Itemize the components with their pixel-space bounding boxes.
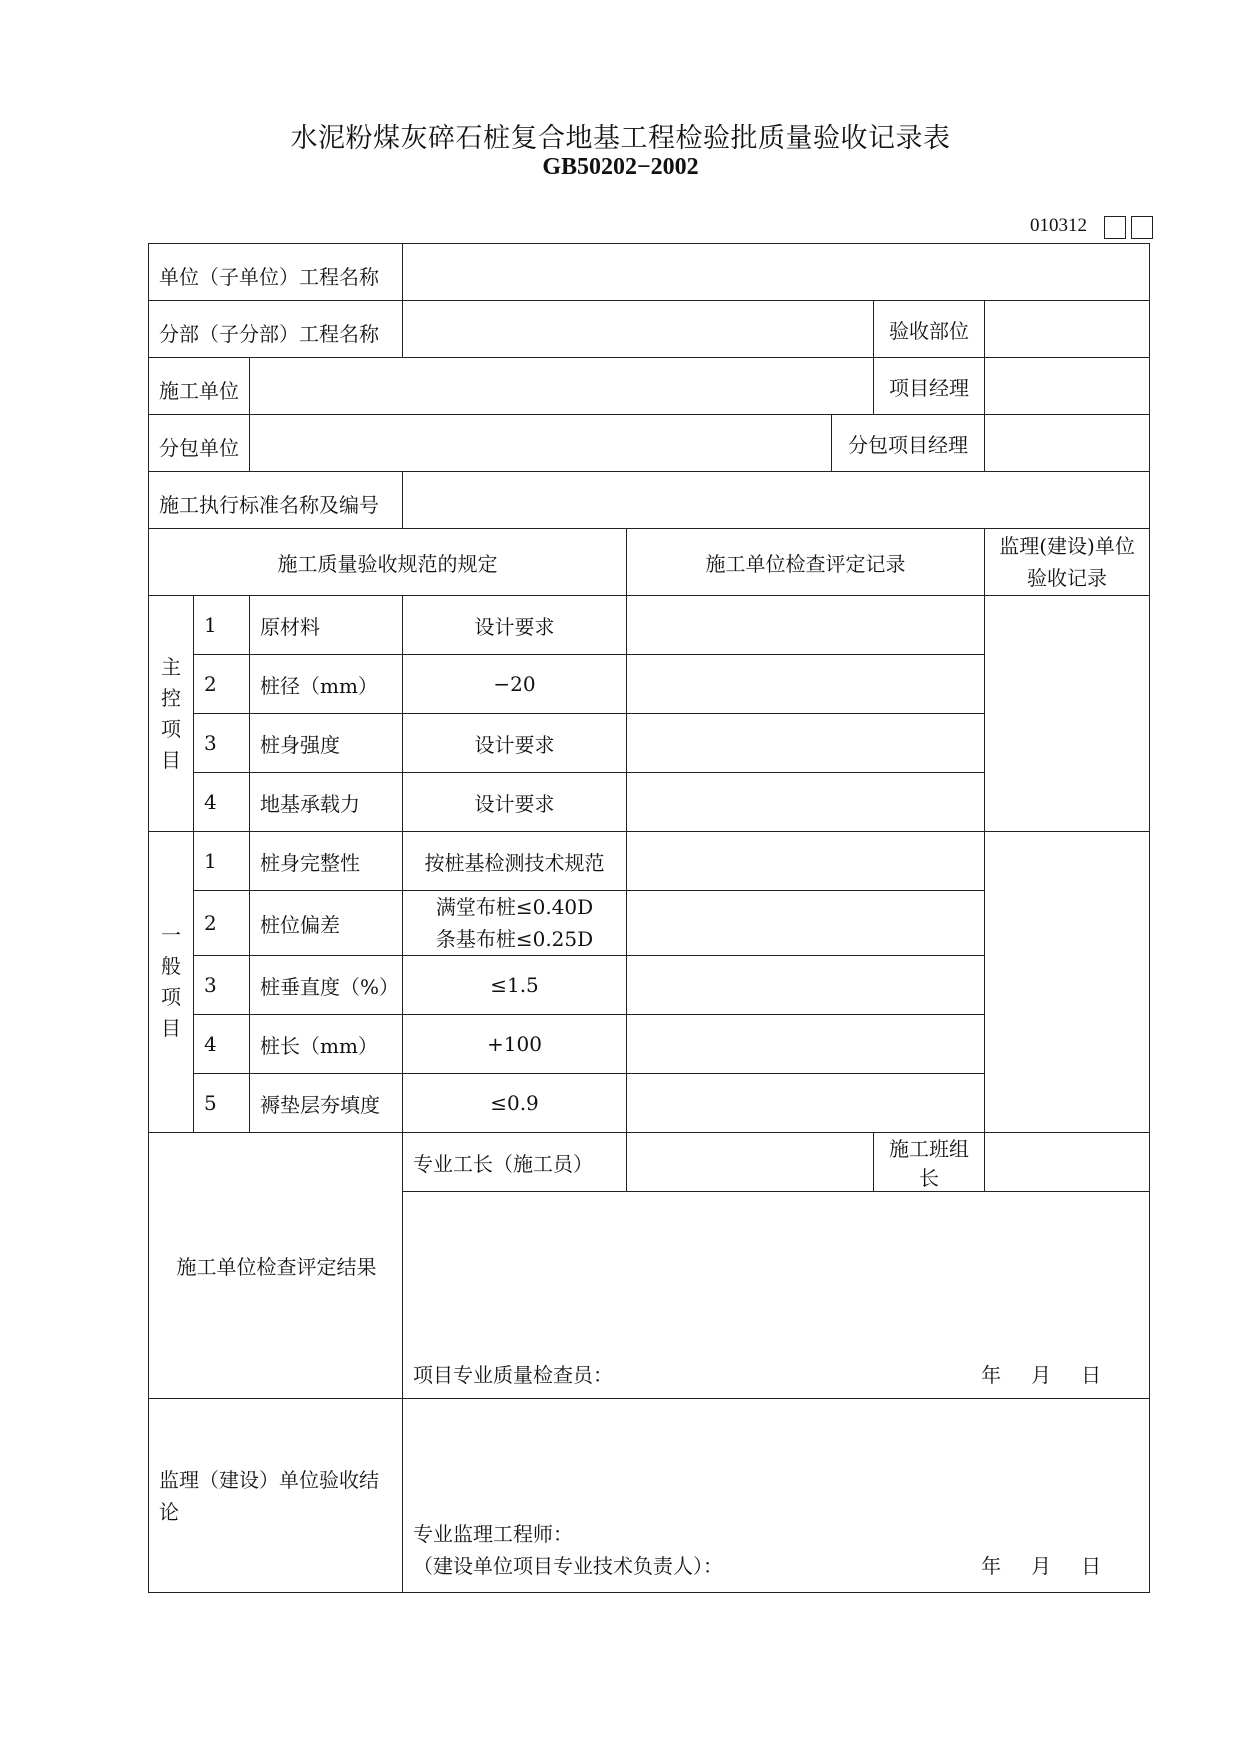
general-item-4-requirement: +100 — [403, 1015, 627, 1074]
acceptance-part-label: 验收部位 — [874, 301, 985, 358]
main-item-1-name: 原材料 — [250, 596, 403, 655]
acceptance-record-table — [148, 243, 1150, 1593]
main-item-4-record[interactable] — [627, 773, 985, 832]
construction-unit-label: 施工单位 — [149, 358, 250, 415]
month-label: 月 — [1031, 1554, 1052, 1578]
main-item-3-no: 3 — [194, 714, 250, 773]
requirement-line-2: 条基布桩≤0.25D — [435, 927, 594, 951]
main-control-label: 主 控 项 目 — [149, 596, 194, 832]
general-item-2-requirement — [403, 891, 627, 956]
sub-project-manager-value[interactable] — [985, 415, 1150, 472]
general-item-1-requirement: 按桩基检测技术规范 — [403, 832, 627, 891]
general-item-5-no: 5 — [194, 1074, 250, 1133]
requirement-line-1: 满堂布桩≤0.40D — [435, 895, 594, 919]
supervision-column-header: 监理(建设)单位验收记录 — [985, 529, 1150, 596]
year-label: 年 — [981, 1554, 1002, 1578]
general-item-2-no: 2 — [194, 891, 250, 956]
general-item-5-requirement: ≤0.9 — [403, 1074, 627, 1133]
construction-date — [951, 1359, 1139, 1388]
main-item-3-name: 桩身强度 — [250, 714, 403, 773]
general-item-5-name: 褥垫层夯填度 — [250, 1074, 403, 1133]
subcontractor-value[interactable] — [250, 415, 832, 472]
standard-code: GB50202−2002 — [542, 154, 699, 180]
team-leader-value[interactable] — [985, 1133, 1150, 1192]
general-supervision-record[interactable] — [985, 832, 1150, 1133]
general-item-1-name: 桩身完整性 — [250, 832, 403, 891]
spec-column-header: 施工质量验收规范的规定 — [149, 529, 627, 596]
general-item-4-record[interactable] — [627, 1015, 985, 1074]
main-item-2-record[interactable] — [627, 655, 985, 714]
supervision-conclusion-label: 监理（建设）单位验收结论 — [149, 1399, 403, 1593]
standard-label: 施工执行标准名称及编号 — [149, 472, 403, 529]
acceptance-part-value[interactable] — [985, 301, 1150, 358]
main-item-2-name: 桩径（mm） — [250, 655, 403, 714]
foreman-value[interactable] — [627, 1133, 874, 1192]
general-item-2-name: 桩位偏差 — [250, 891, 403, 956]
main-item-2-requirement: −20 — [403, 655, 627, 714]
standard-value[interactable] — [403, 472, 1150, 529]
general-item-3-record[interactable] — [627, 956, 985, 1015]
day-label: 日 — [1081, 1554, 1102, 1578]
team-leader-label: 施工班组长 — [874, 1133, 985, 1192]
month-label: 月 — [1031, 1363, 1052, 1387]
main-supervision-record[interactable] — [985, 596, 1150, 832]
sub-project-value[interactable] — [403, 301, 874, 358]
sub-project-manager-label: 分包项目经理 — [832, 415, 985, 472]
subcontractor-label: 分包单位 — [149, 415, 250, 472]
main-item-4-requirement: 设计要求 — [403, 773, 627, 832]
general-item-3-no: 3 — [194, 956, 250, 1015]
form-title: 水泥粉煤灰碎石桩复合地基工程检验批质量验收记录表 — [290, 123, 951, 154]
general-item-1-no: 1 — [194, 832, 250, 891]
owner-tech-label: （建设单位项目专业技术负责人）： — [413, 1554, 724, 1578]
main-item-4-name: 地基承载力 — [250, 773, 403, 832]
main-item-1-record[interactable] — [627, 596, 985, 655]
construction-result-label: 施工单位检查评定结果 — [149, 1133, 403, 1399]
main-item-2-no: 2 — [194, 655, 250, 714]
quality-inspector-label: 项目专业质量检查员： — [413, 1363, 614, 1387]
general-label: 一 般 项 目 — [149, 832, 194, 1133]
general-item-3-name: 桩垂直度（%） — [250, 956, 403, 1015]
form-code-box-1[interactable] — [1104, 216, 1126, 239]
supervision-engineer-label: 专业监理工程师： — [413, 1522, 574, 1546]
year-label: 年 — [981, 1363, 1002, 1387]
main-item-1-no: 1 — [194, 596, 250, 655]
record-column-header: 施工单位检查评定记录 — [627, 529, 985, 596]
general-item-4-no: 4 — [194, 1015, 250, 1074]
main-item-1-requirement: 设计要求 — [403, 596, 627, 655]
foreman-label: 专业工长（施工员） — [403, 1133, 627, 1192]
form-code: 010312 — [1030, 215, 1087, 236]
construction-result-area[interactable] — [403, 1192, 1150, 1399]
general-item-2-record[interactable] — [627, 891, 985, 956]
unit-project-label: 单位（子单位）工程名称 — [149, 244, 403, 301]
construction-unit-value[interactable] — [250, 358, 874, 415]
main-item-4-no: 4 — [194, 773, 250, 832]
day-label: 日 — [1081, 1363, 1102, 1387]
project-manager-value[interactable] — [985, 358, 1150, 415]
form-code-box-2[interactable] — [1131, 216, 1153, 239]
main-item-3-record[interactable] — [627, 714, 985, 773]
unit-project-value[interactable] — [403, 244, 1150, 301]
sub-project-label: 分部（子分部）工程名称 — [149, 301, 403, 358]
supervision-date — [951, 1550, 1139, 1582]
general-item-3-requirement: ≤1.5 — [403, 956, 627, 1015]
general-item-5-record[interactable] — [627, 1074, 985, 1133]
general-item-4-name: 桩长（mm） — [250, 1015, 403, 1074]
project-manager-label: 项目经理 — [874, 358, 985, 415]
general-item-1-record[interactable] — [627, 832, 985, 891]
main-item-3-requirement: 设计要求 — [403, 714, 627, 773]
supervision-conclusion-area[interactable] — [403, 1399, 1150, 1593]
